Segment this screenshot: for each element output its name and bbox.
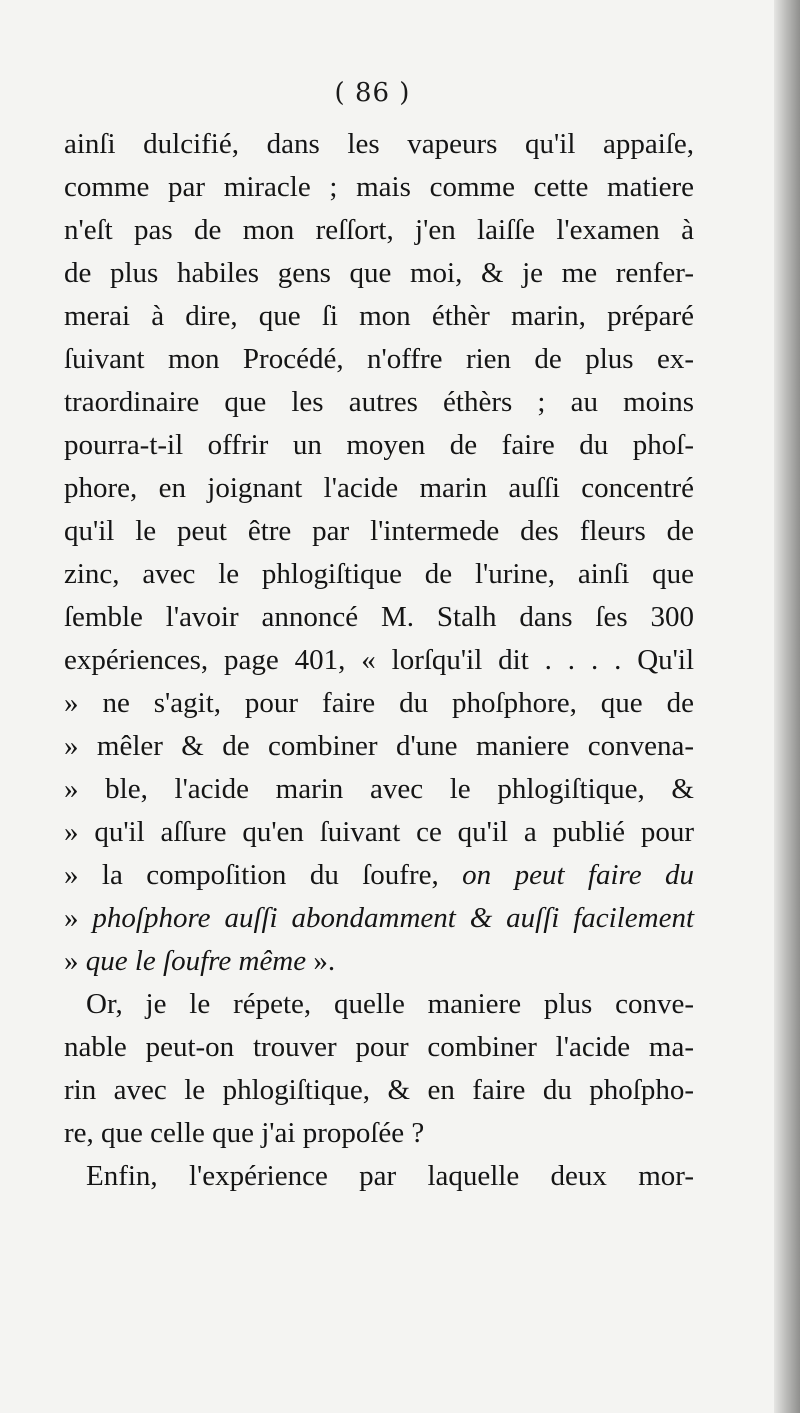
text-line: comme par miracle ; mais comme cette matiere [64, 171, 694, 203]
text-line: n'eſt pas de mon reſſort, j'en laiſſe l'examen à [64, 214, 694, 246]
text-line: ſemble l'avoir annoncé M. Stalh dans ſes 300 [64, 601, 694, 633]
italic-quote-text: on peut faire du [462, 859, 695, 891]
text-line: zinc, avec le phlogiſtique de l'urine, ainſi que [64, 558, 694, 590]
quote-line-mixed [64, 854, 694, 897]
text-line: pourra-t-il offrir un moyen de faire du phoſ- [64, 429, 694, 461]
quote-line: » ne s'agit, pour faire du phoſphore, que de [64, 687, 694, 719]
text-line: expériences, page 401, « lorſqu'il dit . . . . Qu'il [64, 644, 694, 676]
quote-text: » la compoſition du ſoufre, [64, 859, 439, 891]
quote-line-italic-end [64, 940, 694, 983]
italic-quote-text: que le ſoufre même [85, 945, 307, 977]
text-line: de plus habiles gens que moi, & je me renfer- [64, 257, 694, 289]
paragraph-start-line: Or, je le répete, quelle maniere plus conve- [86, 988, 694, 1020]
page-number: ( 86 ) [334, 78, 411, 108]
quote-mark: » [64, 945, 79, 977]
text-line: ſuivant mon Procédé, n'offre rien de plus ex- [64, 343, 694, 375]
text-line: qu'il le peut être par l'intermede des fleurs de [64, 515, 694, 547]
italic-quote-text: phoſphore auſſi abondamment & auſſi facilement [92, 902, 695, 934]
text-line: merai à dire, que ſi mon éthèr marin, préparé [64, 300, 694, 332]
quote-line: » mêler & de combiner d'une maniere convena- [64, 730, 694, 762]
paragraph-start-line: Enfin, l'expérience par laquelle deux mor- [86, 1160, 694, 1192]
quote-line: » ble, l'acide marin avec le phlogiſtique, & [64, 773, 694, 805]
text-line: phore, en joignant l'acide marin auſſi concentré [64, 472, 694, 504]
text-line: re, que celle que j'ai propoſée ? [64, 1117, 425, 1149]
closing-quote-mark: ». [313, 945, 336, 977]
quote-mark: » [64, 902, 79, 934]
quote-line: » qu'il aſſure qu'en ſuivant ce qu'il a publié pour [64, 816, 694, 848]
text-line: traordinaire que les autres éthèrs ; au moins [64, 386, 694, 418]
text-line: nable peut-on trouver pour combiner l'acide ma- [64, 1031, 694, 1063]
page-edge-shadow [774, 0, 800, 1413]
text-line: ainſi dulcifié, dans les vapeurs qu'il appaiſe, [64, 128, 694, 160]
quote-line-italic [64, 897, 694, 940]
text-line: rin avec le phlogiſtique, & en faire du phoſpho- [64, 1074, 694, 1106]
body-text [64, 123, 694, 1198]
